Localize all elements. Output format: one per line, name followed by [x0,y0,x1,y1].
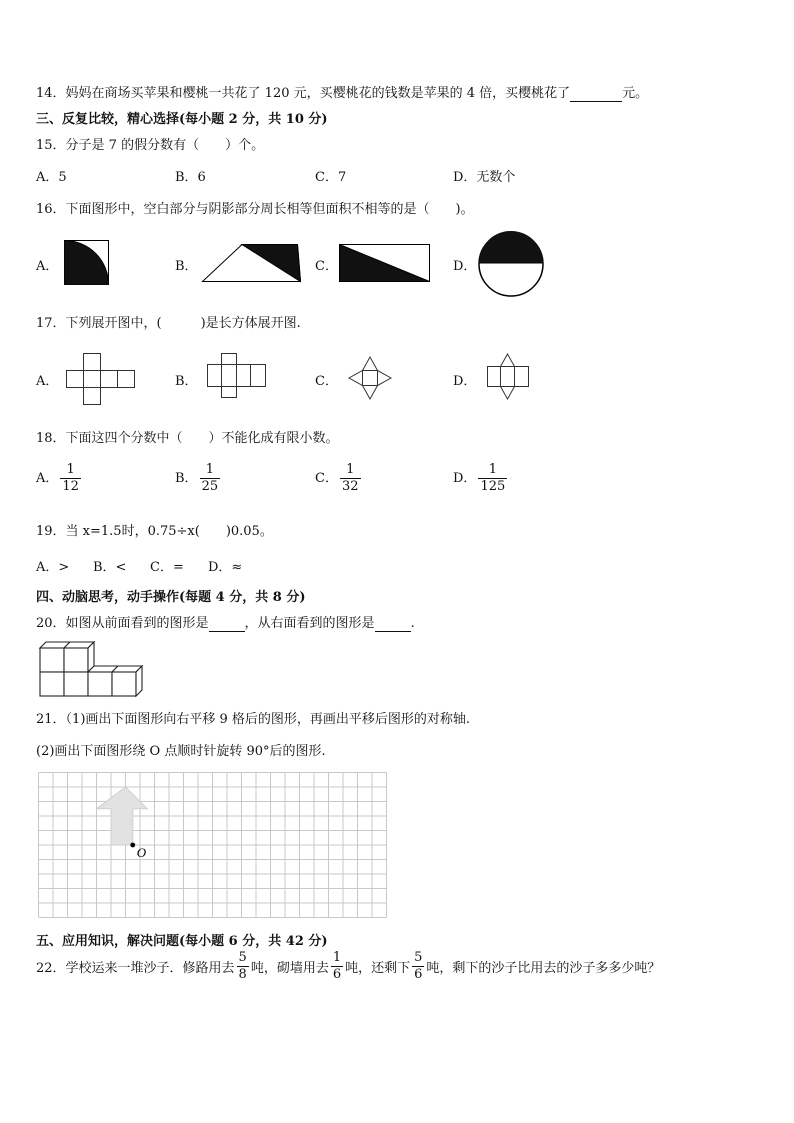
denominator: 6 [414,967,423,982]
q19-option-c[interactable]: C．= [150,560,184,575]
q19-option-b[interactable]: B．< [93,560,127,575]
q15-option-b[interactable]: B．6 [175,170,206,185]
section-4-heading: 四、动脑思考，动手操作(每题 4 分，共 8 分) [36,590,306,605]
q18-option-c[interactable] [315,462,363,495]
question-14-text: 14．妈妈在商场买苹果和樱桃一共花了 120 元，买樱桃花的钱数是苹果的 4 倍，买樱桃花了 [36,86,571,101]
numerator: 1 [205,462,214,477]
fraction [478,462,507,495]
section-3-heading: 三、反复比较，精心选择(每小题 2 分，共 10 分) [36,112,328,127]
question-22-part-b: 吨，砌墙用去 [250,961,329,976]
q18-option-a[interactable] [36,462,83,495]
question-22-part-c: 吨，还剩下 [345,961,411,976]
q15-option-c[interactable]: C．7 [315,170,347,185]
q17-net-c [348,356,394,400]
q18-option-d[interactable] [453,462,509,495]
drawing-grid[interactable] [38,772,388,920]
numerator: 1 [332,950,342,965]
fraction [331,950,343,983]
answer-blank-right[interactable] [375,616,411,632]
question-16-stem: 16．下面图形中，空白部分与阴影部分周长相等但面积不相等的是（ )。 [36,202,474,217]
denominator: 6 [332,967,342,982]
question-21-line1: 21．（1)画出下面图形向右平移 9 格后的图形，再画出平移后图形的对称轴. [36,712,471,727]
denominator: 125 [480,479,506,494]
q18-option-d-label: D． [453,471,477,486]
q15-option-a[interactable]: A．5 [36,170,67,185]
denominator: 8 [238,967,247,982]
question-17-stem: 17．下列展开图中，( )是长方体展开图. [36,316,301,331]
denominator: 25 [201,479,219,494]
question-20-part-a: 20．如图从前面看到的图形是 [36,616,209,631]
question-15-stem: 15．分子是 7 的假分数有（ ）个。 [36,138,265,153]
question-21-line2: (2)画出下面图形绕 O 点顺时针旋转 90°后的图形. [36,744,326,759]
question-22-part-a: 22．学校运来一堆沙子．修路用去 [36,961,235,976]
numerator: 5 [238,950,247,965]
question-22-part-d: 吨，剩下的沙子比用去的沙子多多少吨？ [426,961,661,976]
q17-option-b[interactable]: B． [175,374,198,389]
denominator: 12 [62,479,79,494]
question-22 [36,950,660,983]
question-20-part-c: . [410,616,415,631]
q16-option-b[interactable]: B． [175,259,198,274]
q19-option-a[interactable]: A．> [36,560,70,575]
section-5-heading: 五、应用知识，解决问题(每小题 6 分，共 42 分) [36,934,328,949]
q16-figure-a [64,240,110,286]
fraction [60,462,81,495]
q18-option-b-label: B． [175,471,198,486]
question-14 [36,82,648,102]
fraction [412,950,424,983]
q16-figure-b [202,244,302,282]
answer-blank-front[interactable] [209,616,245,632]
numerator: 1 [346,462,355,477]
point-o-label: O [136,845,147,860]
q17-option-c[interactable]: C． [315,374,338,389]
q16-option-c[interactable]: C． [315,259,338,274]
q17-option-a[interactable]: A． [36,374,59,389]
q17-net-a [66,352,138,408]
question-14-tail: 元。 [622,86,649,101]
fraction [237,950,249,983]
q17-net-d [486,353,532,401]
point-o-dot [130,843,135,848]
q16-figure-c [339,244,431,282]
denominator: 32 [341,479,359,494]
question-20 [36,612,415,632]
q16-option-a[interactable]: A． [36,259,59,274]
question-20-part-b: ，从右面看到的图形是 [244,616,375,631]
numerator: 1 [488,462,497,477]
q19-option-d[interactable]: D．≈ [208,560,243,575]
answer-blank[interactable] [570,86,622,102]
q20-cube-stack-figure [38,640,150,698]
q18-option-a-label: A． [36,471,59,486]
numerator: 5 [414,950,423,965]
q17-option-d[interactable]: D． [453,374,477,389]
fraction [200,462,221,495]
question-19-stem: 19．当 x=1.5时，0.75÷x( )0.05。 [36,524,273,539]
q16-figure-d [478,231,546,299]
q18-option-b[interactable] [175,462,222,495]
numerator: 1 [66,462,75,477]
q18-option-c-label: C． [315,471,338,486]
question-18-stem: 18．下面这四个分数中（ ）不能化成有限小数。 [36,431,339,446]
q16-option-d[interactable]: D． [453,259,477,274]
q15-option-d[interactable]: D．无数个 [453,170,516,185]
q17-net-b [207,352,269,402]
fraction [340,462,361,495]
